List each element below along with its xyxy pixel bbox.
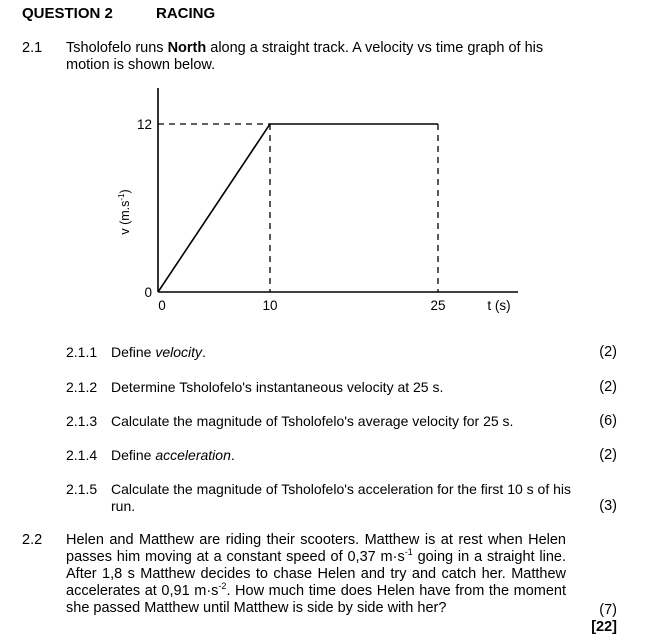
q21-intro-text-b: along a straight track. A velocity vs time graph of his motion is shown below. <box>66 40 544 73</box>
q21-intro-text-a: Tsholofelo runs <box>66 40 168 56</box>
y-axis-label <box>117 189 132 234</box>
y-tick-label: 0 <box>144 285 152 300</box>
y-axis-label-sup: -1 <box>117 193 126 201</box>
q22-unit-sup-1: -1 <box>404 547 413 558</box>
subquestion-text <box>111 481 573 515</box>
x-tick-label: 25 <box>430 298 446 313</box>
q22-text-a: Helen and Matthew are riding their scooters. Matthew is at rest when Helen passes him moving at a constant speed of 0,37 m·s <box>66 532 566 565</box>
q22-marks: (7) <box>599 602 617 618</box>
y-axis-label-main: v (m.s <box>118 200 132 235</box>
q22-number: 2.2 <box>22 532 43 548</box>
subquestion-number: 2.1.3 <box>66 413 98 429</box>
subquestion-marks: (3) <box>599 498 617 514</box>
subquestion-text-main: Determine Tsholofelo's instantaneous velocity at 25 s. <box>111 379 444 395</box>
subquestion-text-main: Calculate the magnitude of Tsholofelo's average velocity for 25 s. <box>111 413 514 429</box>
q21-number: 2.1 <box>22 40 43 56</box>
question-total: [22] <box>591 619 617 635</box>
subquestion-text <box>111 447 573 464</box>
subquestion-term: velocity <box>155 344 203 360</box>
q22-text <box>66 532 566 617</box>
subquestion-number: 2.1.4 <box>66 447 98 463</box>
velocity-series-line <box>158 124 438 292</box>
subquestion-term: acceleration <box>155 447 231 463</box>
question-number: QUESTION 2 <box>22 5 113 22</box>
x-tick-label: 0 <box>158 298 166 313</box>
subquestion-text <box>111 344 573 361</box>
subquestion-marks: (2) <box>599 447 617 463</box>
q22-unit-sup-2: -2 <box>218 581 227 592</box>
question-title: RACING <box>156 5 216 22</box>
subquestion-text <box>111 379 573 396</box>
x-axis-label: t (s) <box>487 298 511 313</box>
subquestion-marks: (2) <box>599 344 617 360</box>
subquestion-text-end: . <box>230 447 235 463</box>
subquestion-text <box>111 413 573 430</box>
subquestion-text-end: . <box>202 344 206 360</box>
subquestion-number: 2.1.1 <box>66 344 98 360</box>
q22-text-c: . How much time does Helen have from the moment she passed Matthew until Matthew is side by side with her? <box>66 583 566 616</box>
x-tick-label: 10 <box>262 298 278 313</box>
y-tick-label: 12 <box>136 117 152 132</box>
y-axis-label-end: ) <box>118 189 132 194</box>
subquestion-number: 2.1.5 <box>66 481 98 497</box>
subquestion-marks: (6) <box>599 413 617 429</box>
subquestion-number: 2.1.2 <box>66 379 98 395</box>
q22-text-b: going in a straight line. After 1,8 s Matthew decides to chase Helen and try and catch her. Matthew accelerates at 0,91 m·s <box>66 549 566 599</box>
subquestion-text-main: Calculate the magnitude of Tsholofelo's acceleration for the first 10 s of his run. <box>111 481 572 514</box>
q21-intro-bold: North <box>167 40 207 56</box>
subquestion-text-main: Define <box>111 344 156 360</box>
subquestion-text-main: Define <box>111 447 156 463</box>
subquestion-marks: (2) <box>599 379 617 395</box>
